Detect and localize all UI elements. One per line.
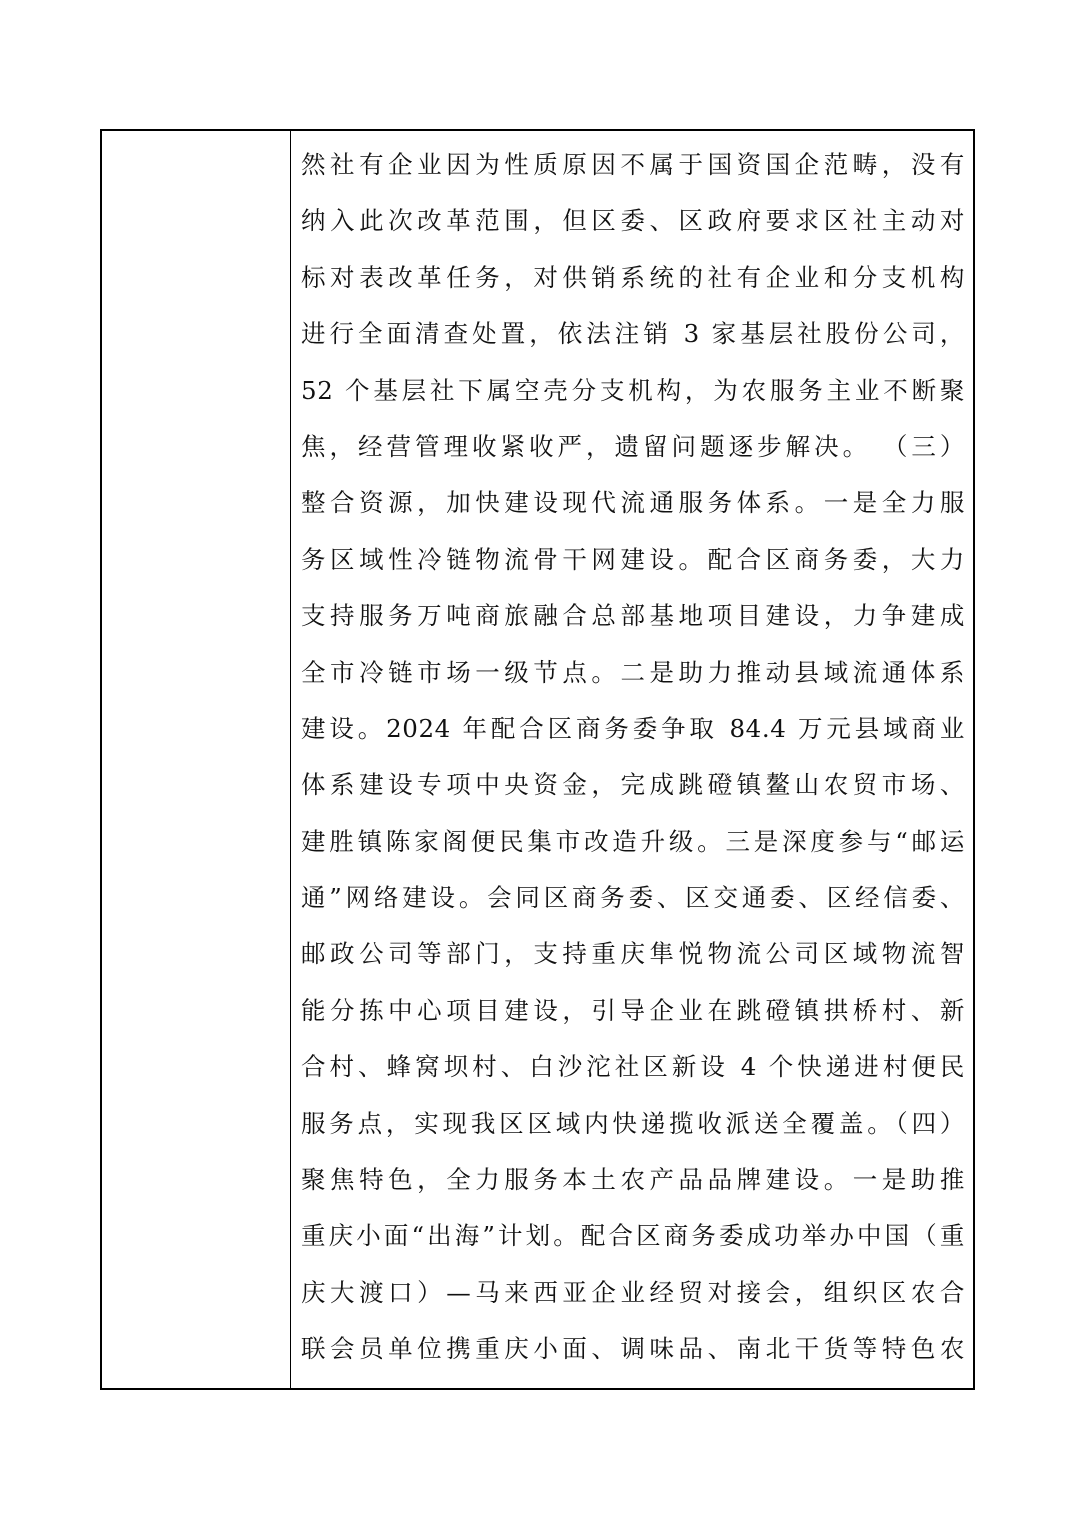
paragraph-line: 通”网络建设。会同区商务委、区交通委、区经信委、 [301, 883, 965, 913]
paragraph-line: 务区域性冷链物流骨干网建设。配合区商务委，大力 [301, 544, 965, 574]
paragraph-line: 52 个基层社下属空壳分支机构，为农服务主业不断聚 [301, 375, 965, 405]
paragraph-line: 建胜镇陈家阁便民集市改造升级。三是深度参与“邮运 [301, 826, 965, 856]
paragraph-line: 体系建设专项中央资金，完成跳磴镇鳌山农贸市场、 [301, 770, 965, 800]
paragraph-line: 整合资源，加快建设现代流通服务体系。一是全力服 [301, 488, 965, 518]
paragraph-line: 进行全面清查处置，依法注销 3 家基层社股份公司， [301, 319, 965, 349]
paragraph-line: 服务点，实现我区区域内快递揽收派送全覆盖。（四） [301, 1108, 965, 1138]
table-label-cell [102, 131, 291, 1388]
paragraph-line: 联会员单位携重庆小面、调味品、南北干货等特色农 [301, 1334, 965, 1364]
paragraph-line: 合村、蜂窝坝村、白沙沱社区新设 4 个快递进村便民 [301, 1052, 965, 1082]
paragraph-line: 建设。2024 年配合区商务委争取 84.4 万元县域商业 [301, 713, 965, 743]
paragraph-line: 纳入此次改革范围，但区委、区政府要求区社主动对 [301, 206, 965, 236]
paragraph-line: 能分拣中心项目建设，引导企业在跳磴镇拱桥村、新 [301, 995, 965, 1025]
paragraph-line: 聚焦特色，全力服务本土农产品品牌建设。一是助推 [301, 1165, 965, 1195]
paragraph-line: 然社有企业因为性质原因不属于国资国企范畴，没有 [301, 150, 965, 179]
paragraph-line: 邮政公司等部门，支持重庆隼悦物流公司区域物流智 [301, 939, 965, 969]
paragraph-line: 焦，经营管理收紧收严，遗留问题逐步解决。 （三） [301, 431, 965, 461]
paragraph-line: 重庆小面“出海”计划。配合区商务委成功举办中国（重 [301, 1221, 965, 1251]
paragraph-line: 全市冷链市场一级节点。二是助力推动县域流通体系 [301, 657, 965, 687]
paragraph-line: 标对表改革任务，对供销系统的社有企业和分支机构 [301, 262, 965, 292]
paragraph-line: 庆大渡口）—马来西亚企业经贸对接会，组织区农合 [301, 1277, 965, 1307]
paragraph-line: 支持服务万吨商旅融合总部基地项目建设，力争建成 [301, 601, 965, 631]
document-table [100, 129, 975, 1390]
table-content-cell [291, 131, 973, 1388]
